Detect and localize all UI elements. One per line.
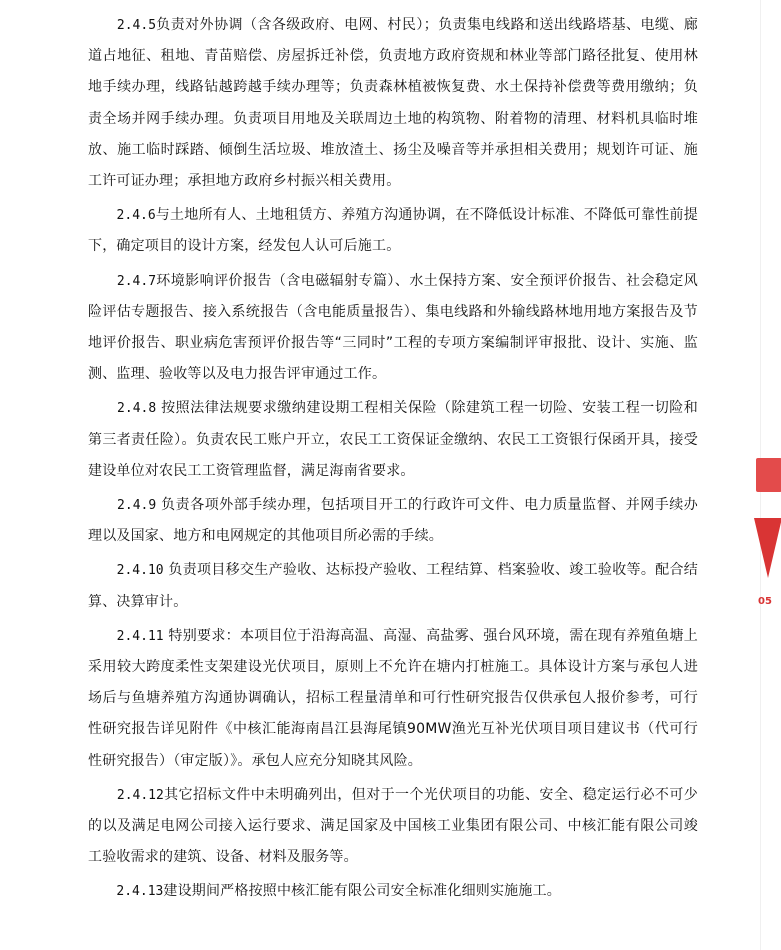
red-seal-stamp (752, 448, 781, 628)
document-body (88, 10, 698, 911)
clause-text: 与土地所有人、土地租赁方、养殖方沟通协调，在不降低设计标准、不降低可靠性前提下，确定项目的设计方案，经发包人认可后施工。 (88, 207, 698, 255)
seal-fragment-number: 05 (758, 596, 772, 607)
clause-2-4-11 (88, 621, 698, 777)
clause-text: 建设期间严格按照中核汇能有限公司安全标准化细则实施施工。 (163, 883, 561, 900)
clause-2-4-6 (88, 200, 698, 262)
clause-text: 负责对外协调（含各级政府、电网、村民）；负责集电线路和送出线路塔基、电缆、廊道占地征、租地、青苗赔偿、房屋拆迁补偿，负责地方政府资规和林业等部门路径批复、使用林地手续办理，线路钻越跨越手续办理等；负责森林植被恢复费、水土保持补偿费等费用缴纳；负责全场并网手续办理。负责项目用地及关联周边土地的构筑物、附着物的清理、材料机具临时堆放、施工临时踩踏、倾倒生活垃圾、堆放渣土、扬尘及噪音等并承担相关费用；规划许可证、施工许可证办理；承担地方政府乡村振兴相关费用。 (88, 17, 698, 190)
clause-text: 特别要求：本项目位于沿海高温、高湿、高盐雾、强台风环境，需在现有养殖鱼塘上采用较大跨度柔性支架建设光伏项目，原则上不允许在塘内打桩施工。具体设计方案与承包人进场后与鱼塘养殖方沟通协调确认，招标工程量清单和可行性研究报告仅供承包人报价参考，可行性研究报告详见附件《中核汇能海南昌江县海尾镇90MW渔光互补光伏项目项目建议书（代可行性研究报告）（审定版）》。承包人应充分知晓其风险。 (88, 627, 698, 769)
clause-text: 其它招标文件中未明确列出，但对于一个光伏项目的功能、安全、稳定运行必不可少的以及满足电网公司接入运行要求、满足国家及中国核工业集团有限公司、中核汇能有限公司竣工验收需求的建筑、设备、材料及服务等。 (88, 786, 698, 866)
clause-number: 2.4.13 (116, 884, 164, 900)
clause-text: 负责项目移交生产验收、达标投产验收、工程结算、档案验收、竣工验收等。配合结算、决算审计。 (88, 562, 698, 610)
clause-number: 2.4.10 (116, 563, 164, 579)
clause-2-4-9 (88, 490, 698, 552)
clause-number: 2.4.6 (116, 208, 156, 224)
clause-number: 2.4.9 (117, 498, 157, 514)
clause-text: 负责各项外部手续办理，包括项目开工的行政许可文件、电力质量监督、并网手续办理以及国家、地方和电网规定的其他项目所必需的手续。 (88, 497, 698, 545)
clause-number: 2.4.12 (116, 787, 164, 803)
clause-text: 按照法律法规要求缴纳建设期工程相关保险（除建筑工程一切险、安装工程一切险和第三者责任险）。负责农民工账户开立，农民工工资保证金缴纳、农民工工资银行保函开具，接受建设单位对农民工工资管理监督，满足海南省要求。 (88, 400, 698, 479)
clause-text: 环境影响评价报告（含电磁辐射专篇）、水土保持方案、安全预评价报告、社会稳定风险评估专题报告、接入系统报告（含电能质量报告）、集电线路和外输线路林地用地方案报告及节地评价报告、职业病危害预评价报告等“三同时”工程的专项方案编制评审报批、设计、实施、监测、监理、验收等以及电力报告评审通过工作。 (88, 272, 698, 383)
clause-number: 2.4.7 (116, 273, 157, 289)
clause-number: 2.4.8 (117, 401, 157, 417)
seal-fragment-star (754, 518, 781, 578)
clause-number: 2.4.11 (116, 628, 164, 644)
clause-2-4-13 (88, 876, 698, 907)
clause-2-4-5 (88, 10, 698, 197)
clause-2-4-10 (88, 555, 698, 617)
clause-2-4-12 (88, 780, 698, 874)
clause-number: 2.4.5 (116, 18, 157, 33)
clause-2-4-8 (88, 393, 698, 487)
seal-fragment-top (756, 458, 781, 492)
clause-2-4-7 (88, 266, 698, 391)
